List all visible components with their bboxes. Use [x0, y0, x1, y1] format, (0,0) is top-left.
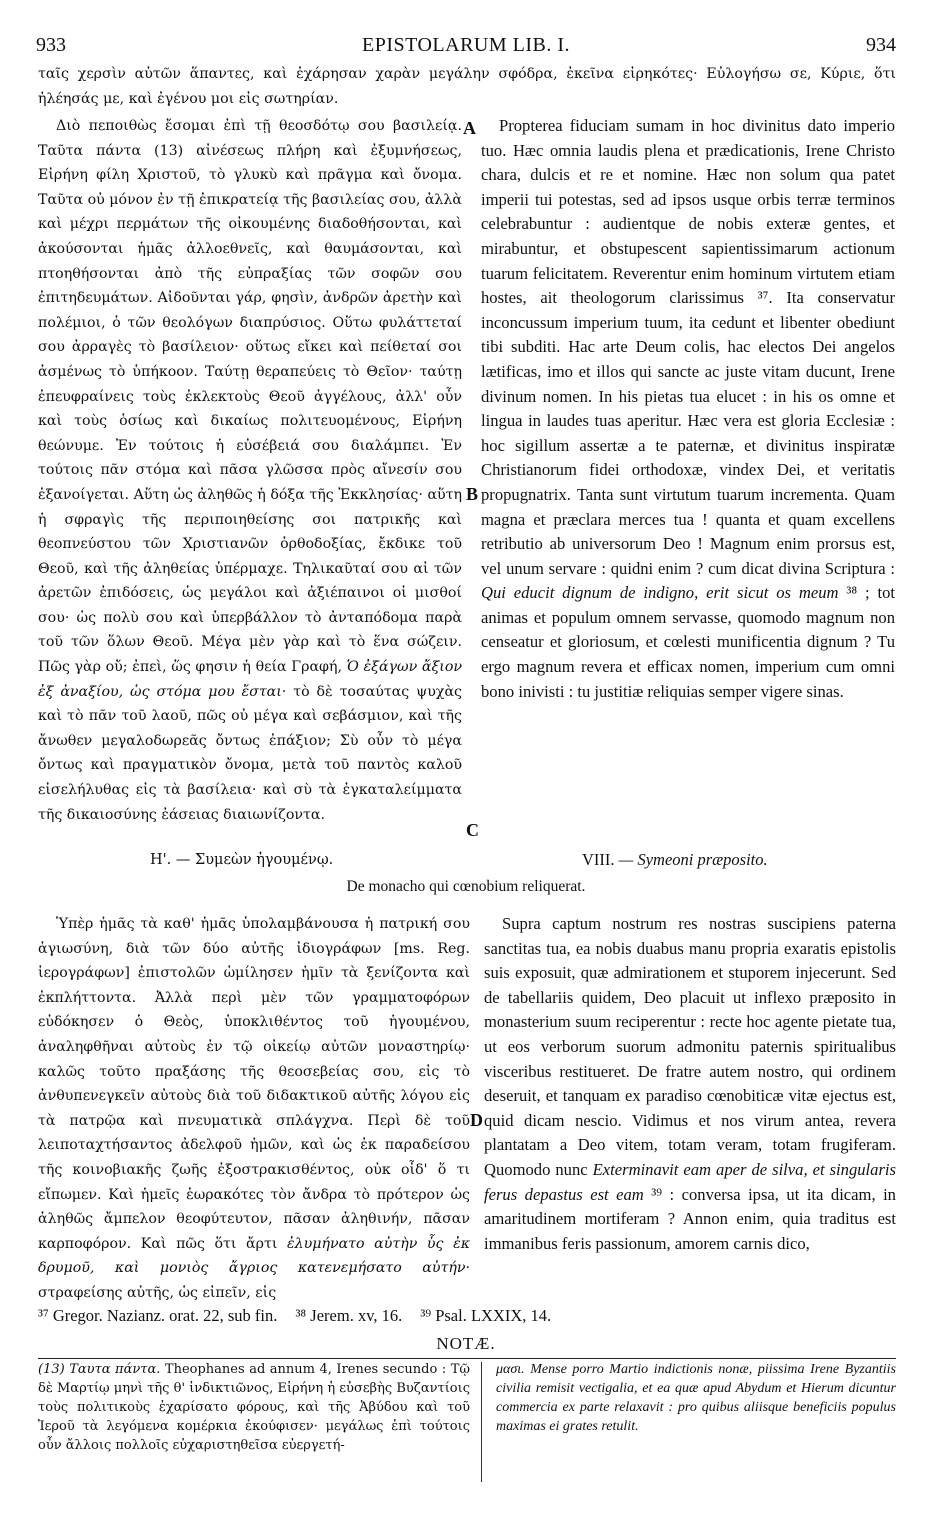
note-13-latin: μασι. Mense porro Martio indictionis nonæ, piissima Irene Byzantiis civilia remisit vectigalia, et ea quæ apud Abydum et Hierum dicuntur commercia ex parte relaxavit : pro quibus aliisque beneficiis populus maximas ei grates retulit.	[496, 1362, 896, 1434]
greek-letter-heading: Η'. — Συμεὼν ἡγουμένῳ.	[150, 852, 334, 868]
notes-heading: NOTÆ.	[436, 1334, 496, 1353]
letter-7-greek-end: τὸ δὲ τοσαύτας ψυχὰς καὶ τὸ πᾶν τοῦ λαοῦ, πῶς οὐ μέγα καὶ σεβάσμιον, καὶ τῆς ἄνωθεν μεγαλοδωρεᾶς ὄντως ἐπάξιον; Σὺ οὖν τὸ μέγα ὄντως καὶ πραγματικὸν ὄνομα, μετὰ τοῦ παντὸς καλοῦ εἰσελήλυθας εἰς τὰ βασίλεια· καὶ σὺ τὰ ἐγκαταλείμματα τῆς δικαιοσύνης ἐάσειας διαιωνίζοντα.	[38, 683, 462, 823]
letter-8-latin-text: Supra captum nostrum res nostras suscipiens paterna sanctitas tua, ea nobis duabus manu propria exaratis epistolis suis exposuit, quæ admirationem et stuporem injecerunt. Sed de tabellariis quidem, Deo placuit ut inflexo præposito in monasterium suum reciperentur : recte hoc agente pietate tua, ut eos verborum suorum admonitu paternis spiritualibus visceribus restitueret. De fratre autem nostro, qui ordinem deseruit, et tanquam ex paradiso cœnobiticæ vitæ ejectus est, quid dicam nescio. Vidimus et nos virum antea, revera plantatam a Deo vitem, totam veram, totam frugiferam. Quomodo nunc	[484, 914, 896, 1179]
latin-letter-addressee: — Symeoni præposito.	[618, 850, 768, 869]
margin-marker-b: B	[466, 484, 479, 504]
letter-7-latin-end: ³⁸ ; tot animas et populum omnem servasse, quomodo magnum non censeatur et gloriosum, et cœlesti munificentia dignum ? Tu ergo magnum revera et efficax nomen, imperium cum omni bono inivisti : tu justitiæ reliquias semper vigere sinas.	[481, 583, 895, 701]
latin-column-letter-8	[484, 912, 896, 1256]
latin-column-letter-7	[481, 114, 895, 704]
letter-8-latin-body	[484, 912, 896, 1256]
margin-marker-d: D	[470, 1110, 483, 1130]
footnote-39: ³⁹ Psal. LXXIX, 14.	[420, 1306, 552, 1325]
continued-greek-text	[38, 62, 896, 111]
footnote-37: ³⁷ Gregor. Nazianz. orat. 22, sub fin.	[38, 1306, 278, 1325]
greek-column-letter-7	[38, 114, 462, 827]
letter-7-latin-text: Propterea fiduciam sumam in hoc divinitus dato imperio tuo. Hæc omnia laudis plena et prædicationis, Irene Christo chara, dulcis et re et nomine. Hæc non solum qua patet imperii tui potestas, sed ad ipsos usque orbis terræ terminos celebrabuntur : audientque de nobis exteræ gentes, et mirabuntur, et obstupescent sapientissimarum actionum tuarum felicitatem. Reverentur enim hominum virtutem etiam hostes, ait theologorum clarissimus ³⁷. Ita conservatur inconcussum imperium tuum, ita cedunt et libenter obediunt tibi subditi. Hac arte Deum colis, hac electos Dei angelos lætificas, imo et illos qui sancte ac juste vitam ducunt, Irene divinum nomen. In his pietas tua elucet : in his os omne et lingua in laudes tuas aperitur. Hæc vera est gloria Ecclesiæ : hoc sigillum assertæ a te paternæ, et divinitus inspiratæ Christianorum fidei orthodoxæ, vindex Dei, et veritatis propugnatrix. Tanta sunt virtutum tuarum incrementa. Quam magna et præclara merces tua ! quanta et quam excellens retributio ab universorum Deo ! Magnum enim prorsus est, vel unum servare : quidni enim ? cum dicat divina Scriptura :	[481, 116, 895, 578]
letter-8-latin-end: ³⁹ : conversa ipsa, ut ita dicam, in amaritudinem mortiferam ? Annon enim, quia traditus est immanibus feris passionum, amorem carnis dico,	[484, 1184, 896, 1253]
letter-subtitle: De monacho qui cœnobium reliquerat.	[346, 878, 586, 895]
running-header	[0, 34, 932, 60]
latin-letter-number: VIII.	[582, 850, 615, 869]
greek-column-letter-8	[38, 912, 470, 1306]
top-greek-paragraph: ταῖς χερσὶν αὐτῶν ἅπαντες, καὶ ἐχάρησαν χαρὰν μεγάλην σφόδρα, ἐκεῖνα εἰρηκότες· Εὐλογήσω σε, Κύριε, ὅτι ἠλέησάς με, καὶ ἐγένου μοι εἰς σωτηρίαν.	[38, 66, 896, 107]
letter-7-latin-body	[481, 114, 895, 704]
letter-7-latin-quote: Qui educit dignum de indigno, erit sicut os meum	[481, 583, 839, 603]
notes-column-divider	[481, 1362, 482, 1482]
notes-greek-column	[38, 1360, 470, 1455]
footnotes	[38, 1306, 896, 1326]
note-13-lemma: (13) Ταυτα πάντα.	[38, 1362, 161, 1377]
right-page-number: 934	[866, 34, 896, 56]
note-13-greek	[38, 1360, 470, 1455]
footnote-38: ³⁸ Jerem. xv, 16.	[295, 1306, 403, 1325]
letter-8-latin-quote: Exterminavit eam aper de silva, et singularis ferus depastus est eam	[484, 1159, 896, 1204]
notes-divider	[38, 1358, 896, 1359]
margin-marker-c: C	[466, 820, 479, 840]
letter-8-greek-quote: ἐλυμήνατο αὐτὴν ὗς ἐκ δρυμοῦ, καὶ μονιὸς ἄγριος κατενεμήσατο αὐτήν·	[38, 1235, 470, 1277]
running-title: EPISTOLARUM LIB. I.	[361, 34, 571, 56]
letter-7-greek-quote: Ὁ ἐξάγων ἄξιον ἐξ ἀναξίου, ὡς στόμα μου ἔσται·	[38, 659, 462, 700]
letter-8-greek-body	[38, 912, 470, 1306]
notes-latin-column	[496, 1360, 896, 1436]
letter-7-greek-text: Διὸ πεποιθὼς ἔσομαι ἐπὶ τῇ θεοσδότῳ σου βασιλείᾳ. Ταῦτα πάντα (13) αἰνέσεως πλήρη καὶ ἐξυμνήσεως, Εἰρήνη φίλη Χριστοῦ, τὸ γλυκὺ καὶ πρᾶγμα καὶ ὄνομα. Ταῦτα οὐ μόνον ἐν τῇ ἐπικρατείᾳ τῆς βασιλείας σου, ἀλλὰ καὶ μέχρι περμάτων τῆς οἰκουμένης διαδοθήσονται, καὶ ἀκούσονται ἡμᾶς ἀλλοεθνεῖς, καὶ θαυμάσονται, καὶ πτοηθήσονται ἀπὸ τῆς εὐπραξίας τῶν σοφῶν σου ἐπιτηδευμάτων. Αἰδοῦνται γάρ, φησὶν, ἀνδρῶν ἀρετὴν καὶ πολέμιοι, ὁ τῶν θεολόγων διαπρύσιος. Οὕτω φυλάττεταί σου ἀρραγὲς τὸ βασίλειον· οὕτως εἴκει καὶ πείθεταί σοι ἀσμένως τὸ ὑπήκοον. Ταύτῃ θεραπεύεις τὸ Θεῖον· ταύτῃ ἐπευφραίνεις τοὺς ἐκλεκτοὺς Θεοῦ ἀγγέλους, ἀλλ' οὖν καὶ τοὺς ὁσίως καὶ δικαίως πολιτευομένους, Εἰρήνη θεώνυμε. Ἐν τούτοις ἡ εὐσέβειά σου διαλάμπει. Ἐν τούτοις πᾶν στόμα καὶ πᾶσα γλῶσσα πρὸς αἴνεσίν σου ἐξανοίγεται. Αὕτη ὡς ἀληθῶς ἡ δόξα τῆς Ἐκκλησίας· αὕτη ἡ σφραγὶς τῆς περιποιηθείσης σοι πατρικῆς καὶ θεοπνεύστου τῶν Χριστιανῶν ὀρθοδοξίας, ἔκδικε τοῦ Θεοῦ, καὶ τῆς ἀληθείας ὑπέρμαχε. Τηλικαῦταί σου αἱ τῶν ἀρετῶν ἐπιδόσεις, ὡς μεγάλοι καὶ ἀξιέπαινοι οἱ μισθοί σου· ὡς πολὺ σου καὶ ὑπερβάλλον τὸ ἀνταπόδομα παρὰ τοῦ τῶν ὅλων Θεοῦ. Μέγα μὲν γὰρ καὶ τὸ ἕνα σώζειν. Πῶς γὰρ οὔ; ἐπεὶ, ὥς φησιν ἡ θεία Γραφή,	[38, 118, 462, 676]
letter-7-greek-body	[38, 114, 462, 827]
note-13-greek-text: Theophanes ad annum 4, Irenes secundo : Τῷ δὲ Μαρτίῳ μηνὶ τῆς θ' ἰνδικτιῶνος, Εἰρήνη ἡ εὐσεβὴς Βυζαντίοις τοὺς πολιτικοὺς ἐχαρίσατο φόρους, καὶ τῆς Ἀβύδου καὶ τοῦ Ἱεροῦ τὰ λεγόμενα κομέρκια ἐκούφισεν· μεγάλως ἐπὶ τούτοις οὖν ἄλλοις πολλοῖς εὐχαριστηθεῖσα εὐεργετή-	[38, 1362, 470, 1453]
left-page-number: 933	[36, 34, 66, 56]
margin-marker-a: A	[463, 118, 476, 138]
letter-8-greek-text: Ὑπὲρ ἡμᾶς τὰ καθ' ἡμᾶς ὑπολαμβάνουσα ἡ πατρική σου ἁγιωσύνη, διὰ τῶν δύο αὐτῆς ἰδιογράφων [ms. Reg. ἱερογράφων] ἐπιστολῶν ὡμίλησεν ἡμῖν τὰ ξενίζοντα καὶ ἐκπλήττοντα. Ἀλλὰ περὶ μὲν τῶν γραμματοφόρων εὐδόκησεν ὁ Θεὸς, ὑποκλιθέντος τοῦ ἡγουμένου, ἀναληφθῆναι αὐτοὺς ἐν τῷ οἰκείῳ αὐτῶν μοναστηρίῳ· καλῶς τοῦτο πραξάσης τῆς θεοσεβείας σου, εἰς τὸ ἀνθυπενεγκεῖν αὐτοὺς διὰ τοῦ διδακτικοῦ αὐτῆς λόγου εἰς τὰ πατρῷα καὶ πνευματικὰ σπλάγχνα. Περὶ δὲ τοῦ λειποταχτήσαντος ἀδελφοῦ ἡμῶν, καὶ ὡς ἐκ παραδείσου τῆς κοινοβιακῆς ζωῆς ἐξοστρακισθέντος, οὐκ οἶδ' ὅ τι εἴπωμεν. Καὶ ἡμεῖς ἑωρακότες τὸν ἄνδρα τὸ πρότερον ὡς ἀληθῶς ἄμπελον θεοφύτευτον, πᾶσαν ἀληθινήν, πᾶσαν καρποφόρον. Καὶ πῶς ὅτι ἄρτι	[38, 916, 470, 1252]
latin-letter-heading	[582, 850, 768, 870]
letter-8-greek-end: στραφείσης αὐτῆς, ὡς εἰπεῖν, εἰς	[38, 1284, 277, 1301]
